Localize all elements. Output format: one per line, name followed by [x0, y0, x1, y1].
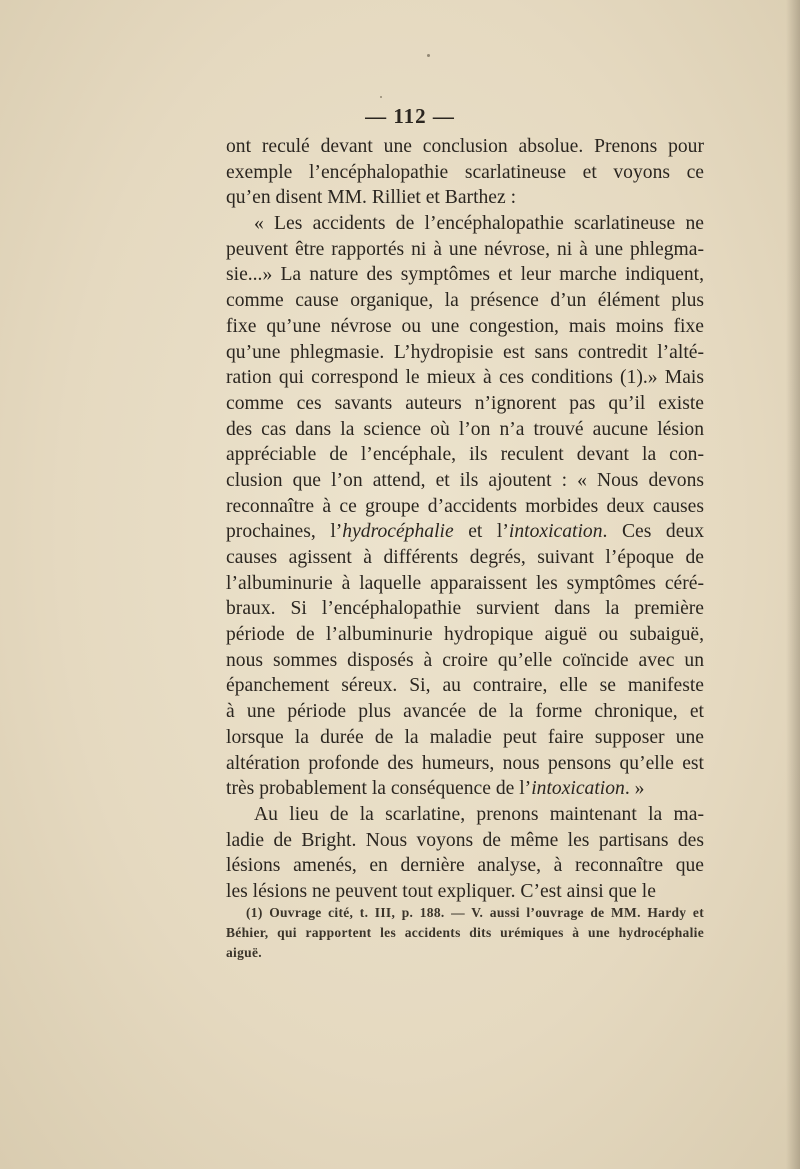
text-line: braux. Si l’encéphalopathie survient dans la première — [226, 598, 704, 620]
text-line: altération profonde des humeurs, nous pensons qu’elle est — [226, 752, 704, 774]
text-line: nous sommes disposés à croire qu’elle coïncide avec un — [226, 649, 704, 671]
text-line: l’albuminurie à laquelle apparaissent les symptômes céré- — [226, 572, 704, 594]
text-line: lorsque la durée de la maladie peut faire supposer une — [226, 726, 704, 748]
text-line: peuvent être rapportés ni à une névrose, ni à une phlegma- — [226, 238, 704, 260]
text-line: clusion que l’on attend, et ils ajoutent : « Nous devons — [226, 469, 704, 491]
text-line: sie...» La nature des symptômes et leur marche indiquent, — [226, 264, 704, 286]
text-line: causes agissent à différents degrés, suivant l’époque de — [226, 547, 704, 568]
text-line: comme ces savants auteurs n’ignorent pas qu’il existe — [226, 392, 704, 414]
footnote-line: (1) Ouvrage cité, t. III, p. 188. — V. aussi l’ouvrage de MM. Hardy et — [246, 905, 704, 920]
body-text — [226, 134, 704, 905]
text-line: exemple l’encéphalopathie scarlatineuse et voyons ce — [226, 161, 704, 183]
text-line: fixe qu’une névrose ou une congestion, mais moins fixe — [226, 315, 704, 337]
text-line: qu’en disent MM. Rilliet et Barthez : — [226, 187, 517, 209]
text-line: comme cause organique, la présence d’un élément plus — [226, 290, 704, 312]
footnote-line: aiguë. — [226, 945, 262, 960]
text-line: prochaines, l’hydrocéphalie et l’intoxication. Ces deux — [226, 521, 704, 543]
print-speck — [380, 96, 382, 98]
print-speck — [427, 54, 430, 57]
text-line: à une période plus avancée de la forme chronique, et — [226, 701, 704, 723]
text-line: période de l’albuminurie hydropique aiguë ou subaiguë, — [226, 624, 704, 646]
text-line: ont reculé devant une conclusion absolue. Prenons pour — [226, 136, 704, 157]
text-line: lésions amenés, en dernière analyse, à reconnaître que — [226, 855, 704, 877]
text-line: épanchement séreux. Si, au contraire, elle se manifeste — [226, 675, 704, 697]
text-line: très probablement la conséquence de l’intoxication. » — [226, 778, 645, 800]
text-line: qu’une phlegmasie. L’hydropisie est sans contredit l’alté- — [226, 341, 704, 363]
footnotes — [226, 903, 704, 963]
text-line: Au lieu de la scarlatine, prenons maintenant la ma- — [254, 803, 704, 825]
page-edge-shadow — [786, 0, 800, 1169]
text-line: les lésions ne peuvent tout expliquer. C’est ainsi que le — [226, 880, 656, 902]
text-line: reconnaître à ce groupe d’accidents morbides deux causes — [226, 495, 704, 517]
page-number: — 112 — — [365, 104, 455, 128]
text-line: appréciable de l’encéphale, ils reculent devant la con- — [226, 444, 704, 466]
text-line: ladie de Bright. Nous voyons de même les partisans des — [226, 829, 704, 851]
text-line: des cas dans la science où l’on n’a trouvé aucune lésion — [226, 418, 704, 440]
text-line: « Les accidents de l’encéphalopathie scarlatineuse ne — [254, 213, 704, 235]
footnote-line: Béhier, qui rapportent les accidents dits urémiques à une hydrocéphalie — [226, 925, 704, 940]
text-line: ration qui correspond le mieux à ces conditions (1).» Mais — [226, 367, 704, 389]
